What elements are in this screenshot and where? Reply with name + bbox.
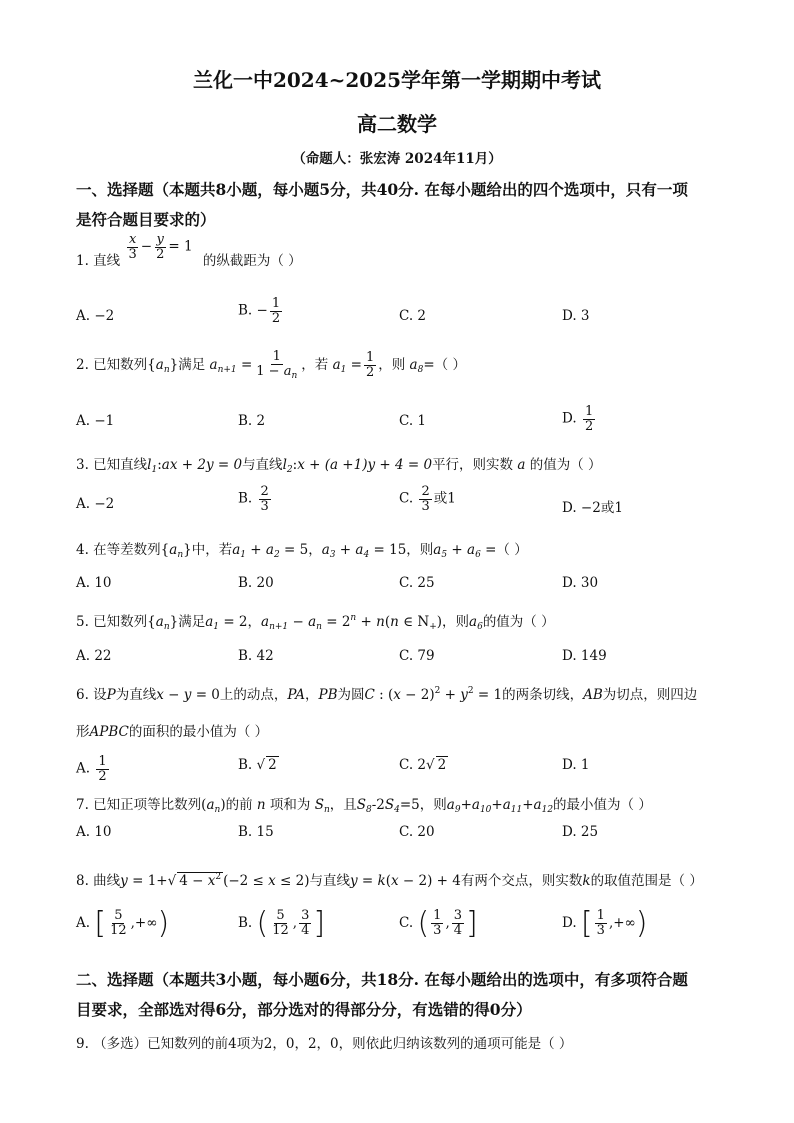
q1-equation: $\frac{x}{3}$ − $\frac{y}{2}$ = 1: [128, 232, 193, 262]
question-6-line1: 6. 设P为直线x − y = 0上的动点，PA，PB为圆C : $(x - 2)^2 + y^2 = 1$的两条切线，AB为切点，则四边: [76, 686, 698, 703]
q7-option-a: A. 10: [76, 824, 112, 840]
subject-title: 高二数学: [357, 112, 437, 136]
q8-option-b: B. ( $\frac{5}{12}$ , $\frac{3}{4}$ ]: [238, 906, 326, 941]
section2-heading-line2: 目要求，全部选对得6分，部分选对的得部分分，有选错的得0分）: [76, 1000, 532, 1019]
q3-option-c: C. $\frac{2}{3}$ 或1: [399, 484, 456, 514]
q1-option-b: B. − $\frac{1}{2}$: [238, 296, 281, 326]
q8-option-c: C. ( $\frac{1}{3}$ , $\frac{3}{4}$ ]: [399, 906, 478, 941]
question-3: 3. 已知直线$l_1:ax + 2y = 0$与直线$l_2:x + (a +1)y + 4 = 0$平行，则实数 a 的值为（ ）: [76, 457, 602, 475]
q1-label: 1. 直线: [76, 253, 121, 270]
q2-option-a: A. −1: [76, 413, 115, 429]
q3-option-d: D. −2或1: [562, 500, 623, 516]
section1-heading-line2: 是符合题目要求的）: [76, 210, 216, 229]
author-note: （命题人：张宏涛 2024年11月）: [292, 151, 502, 167]
q1-option-c: C. 2: [399, 308, 427, 324]
q1-option-a: A. −2: [76, 308, 115, 324]
q5-option-d: D. 149: [562, 648, 607, 664]
q6-option-c: C. 2√ 2: [399, 757, 447, 773]
question-9: 9. （多选）已知数列的前4项为2，0，2，0，则依此归纳该数列的通项可能是（ ）: [76, 1036, 573, 1052]
section2-heading-line1: 二、选择题（本题共3小题，每小题6分，共18分. 在每小题给出的选项中，有多项符合题: [76, 970, 688, 989]
q6-option-d: D. 1: [562, 757, 590, 773]
q7-option-c: C. 20: [399, 824, 435, 840]
q4-option-d: D. 30: [562, 575, 599, 591]
question-5: 5. 已知数列$\{a_n\}$满足$a_1 = 2$，$a_{n+1} - a_n = 2^n + n(n$ ∈ $N_+$)，则$a_6$的值为（ ）: [76, 613, 555, 632]
q3-option-b: B. $\frac{2}{3}$: [238, 484, 269, 514]
q2-option-b: B. 2: [238, 413, 266, 429]
q2-option-c: C. 1: [399, 413, 427, 429]
q5-option-a: A. 22: [76, 648, 112, 664]
q7-option-d: D. 25: [562, 824, 599, 840]
q8-option-d: D. [ $\frac{1}{3}$ ,+∞): [562, 906, 648, 941]
question-1: [76, 232, 302, 273]
q7-option-b: B. 15: [238, 824, 274, 840]
q5-option-c: C. 79: [399, 648, 435, 664]
question-7: 7. 已知正项等比数列$(a_n)$的前 n 项和为 $S_n$，且$S_8-2S_4=5$，则$a_9+a_{10}+a_{11}+a_{12}$的最小值为（ ）: [76, 797, 652, 815]
question-4: 4. 在等差数列$\{a_n\}$中，若$a_1 + a_2 = 5$，$a_3 + a_4 = 15$，则$a_5 + a_6$ =（ ）: [76, 542, 528, 560]
section1-heading-line1: 一、选择题（本题共8小题，每小题5分，共40分. 在每小题给出的四个选项中，只有一项: [76, 180, 688, 199]
question-6-line2: 形APBC的面积的最小值为（ ）: [76, 724, 269, 740]
question-8: 8. 曲线y = 1+√ $4 - x^2$ (−2 ≤ x ≤ 2)与直线y = k(x − 2) + 4有两个交点，则实数k的取值范围是（ ）: [76, 872, 703, 889]
q1-tail: 的纵截距为（ ）: [202, 253, 302, 270]
q1-option-d: D. 3: [562, 308, 590, 324]
q2-option-d: D. $\frac{1}{2}$: [562, 404, 594, 434]
q4-option-b: B. 20: [238, 575, 274, 591]
q5-option-b: B. 42: [238, 648, 274, 664]
q6-option-a: A. $\frac{1}{2}$: [76, 754, 107, 784]
q8-option-a: A. [ $\frac{5}{12}$ ,+∞): [76, 906, 170, 941]
q4-option-c: C. 25: [399, 575, 435, 591]
exam-title: 兰化一中2024~2025学年第一学期期中考试: [192, 68, 602, 92]
q6-option-b: B. √ 2: [238, 757, 277, 773]
question-2: 2. 已知数列$\{a_n\}$满足 $a_{n+1}$ = $\frac{1}{1 - a_n}$ ，若 $a_1$ = $\frac{1}{2}$ ，则 $a_8=$（ ）: [76, 349, 466, 381]
q3-option-a: A. −2: [76, 496, 115, 512]
q4-option-a: A. 10: [76, 575, 112, 591]
